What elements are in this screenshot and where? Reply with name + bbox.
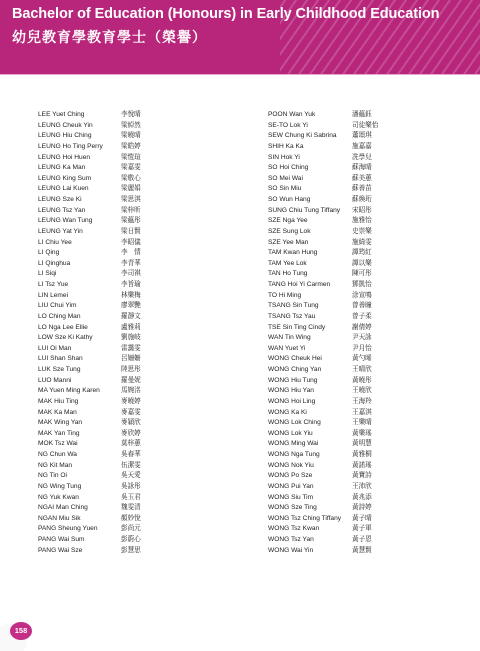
graduate-name-english: LUI Oi Man bbox=[38, 344, 72, 352]
graduate-name-chinese: 蕭頌琪 bbox=[352, 132, 372, 140]
graduate-name-chinese: 王樂晴 bbox=[352, 419, 372, 427]
graduate-name-chinese: 黃詩婷 bbox=[352, 504, 372, 512]
graduate-name-chinese: 王晴欣 bbox=[352, 366, 372, 373]
graduate-name-english: WONG Lok Yiu bbox=[268, 429, 313, 437]
graduate-name-chinese: 梁愷瑄 bbox=[121, 153, 141, 161]
graduate-name-english: WONG Hoi Ling bbox=[268, 397, 316, 405]
graduate-name-english: LEUNG Cheuk Yin bbox=[38, 121, 93, 129]
graduate-name-chinese: 黃慧賢 bbox=[352, 546, 372, 554]
graduate-name-english: SZE Sung Lok bbox=[268, 227, 311, 235]
graduate-name-english: WONG Ka Ki bbox=[268, 408, 307, 416]
graduate-name-chinese: 王嘉淇 bbox=[352, 408, 372, 416]
graduate-name-chinese: 宋昭彤 bbox=[352, 206, 372, 214]
graduate-name-chinese: 魏雯清 bbox=[121, 504, 141, 512]
graduate-name-english: LOW Sze Ki Kathy bbox=[38, 334, 93, 342]
graduate-name-chinese: 蘇美蕙 bbox=[352, 174, 372, 182]
graduate-name-english: TSANG Tsz Yau bbox=[268, 312, 316, 320]
graduate-name-chinese: 李昭儀 bbox=[121, 238, 141, 246]
graduate-name-english: WONG Pui Yan bbox=[268, 482, 314, 490]
graduate-name-chinese: 莫梓蕙 bbox=[121, 440, 141, 448]
graduate-name-english: WONG Tsz Kwan bbox=[268, 525, 320, 533]
graduate-name-chinese: 梁曉晴 bbox=[121, 132, 141, 140]
graduate-name-english: SO Sin Miu bbox=[268, 185, 302, 193]
graduate-name-chinese: 梁敬心 bbox=[121, 174, 141, 182]
graduate-name-english: SHIH Ka Ka bbox=[268, 142, 304, 150]
graduate-name-english: MAK Ka Man bbox=[38, 408, 77, 416]
graduate-name-chinese: 黃明慧 bbox=[352, 440, 372, 448]
graduate-name-english: LUI Shan Shan bbox=[38, 355, 83, 363]
graduate-name-english: LEUNG Yat Yin bbox=[38, 227, 83, 235]
graduate-name-chinese: 黃兆添 bbox=[352, 493, 372, 501]
graduate-name-english: MAK Wing Yan bbox=[38, 419, 83, 427]
graduate-name-chinese: 黃曉彤 bbox=[352, 376, 372, 384]
graduate-name-english: NG Tin Oi bbox=[38, 472, 67, 480]
graduate-name-chinese: 陳可彤 bbox=[352, 270, 372, 278]
graduate-name-chinese: 李旨瑜 bbox=[121, 281, 141, 288]
graduate-name-english: MA Yuen Ming Karen bbox=[38, 387, 100, 395]
graduate-name-chinese: 梁蘊彤 bbox=[121, 217, 141, 225]
graduate-name-english: WONG Tsz Ching Tiffany bbox=[268, 514, 342, 522]
graduate-name-chinese: 吳詠彤 bbox=[121, 482, 141, 490]
graduate-name-english: LO Nga Lee Ellie bbox=[38, 323, 88, 331]
graduate-name-english: SIN Hok Yi bbox=[268, 153, 300, 161]
graduate-name-english: TAM Kwan Hung bbox=[268, 249, 318, 257]
graduate-name-chinese: 顏妙悅 bbox=[121, 514, 141, 522]
graduate-name-english: TANG Hoi Yi Carmen bbox=[268, 281, 331, 288]
graduate-name-english: WONG Siu Tim bbox=[268, 493, 314, 501]
graduate-name-chinese: 李悅晴 bbox=[121, 111, 141, 118]
graduate-name-chinese: 曾子柔 bbox=[352, 312, 372, 320]
graduate-name-english: TSANG Sin Tung bbox=[268, 302, 319, 310]
graduate-name-chinese: 梁麗娟 bbox=[121, 185, 141, 193]
graduate-name-chinese: 黃雅桐 bbox=[352, 451, 372, 458]
graduate-name-chinese: 黃寶詩 bbox=[352, 472, 372, 480]
graduate-name-chinese: 鄧凱怡 bbox=[352, 281, 372, 288]
graduate-name-chinese: 梁日賢 bbox=[121, 227, 141, 235]
graduate-name-english: LIU Chui Yim bbox=[38, 302, 77, 310]
graduate-name-english: LEUNG Hoi Huen bbox=[38, 153, 91, 161]
graduate-name-chinese: 李青華 bbox=[121, 259, 141, 267]
graduate-name-english: WONG Hiu Yan bbox=[268, 387, 314, 395]
graduate-name-chinese: 李 情 bbox=[121, 249, 141, 257]
graduate-name-chinese: 劉施岐 bbox=[121, 334, 141, 342]
graduate-name-english: WONG Nga Tung bbox=[268, 451, 320, 458]
graduate-name-chinese: 施雅怡 bbox=[352, 217, 372, 225]
graduate-name-chinese: 黃子軍 bbox=[352, 525, 372, 533]
graduate-name-english: LEUNG Ka Man bbox=[38, 164, 86, 172]
graduate-name-chinese: 王曉欣 bbox=[352, 387, 372, 395]
graduate-name-chinese: 潘蘊鈺 bbox=[352, 111, 372, 118]
graduate-name-chinese: 施綺雯 bbox=[352, 238, 372, 246]
graduate-name-chinese: 馬婉洺 bbox=[121, 387, 141, 395]
graduate-name-english: WONG Cheuk Hei bbox=[268, 355, 322, 363]
graduate-name-chinese: 蘇善苗 bbox=[352, 185, 372, 193]
graduate-name-english: LI Qing bbox=[38, 249, 60, 257]
graduate-name-english: NG Chun Wa bbox=[38, 451, 77, 458]
graduate-name-english: NGAI Man Ching bbox=[38, 504, 88, 512]
graduate-name-chinese: 曾善瞳 bbox=[352, 302, 372, 310]
graduate-name-chinese: 廖翠艷 bbox=[121, 302, 141, 310]
graduate-name-english: PANG Wai Sum bbox=[38, 536, 85, 543]
graduate-name-english: NG Kit Man bbox=[38, 461, 73, 469]
graduate-name-english: LEUNG Ho Ting Perry bbox=[38, 142, 103, 150]
graduate-name-chinese: 梁梓昕 bbox=[121, 206, 141, 214]
graduate-name-english: NG Yuk Kwan bbox=[38, 493, 79, 501]
graduate-name-chinese: 梁思淇 bbox=[121, 196, 141, 203]
graduate-name-chinese: 黃子恩 bbox=[352, 536, 372, 543]
graduate-name-english: WONG Hiu Tung bbox=[268, 376, 318, 384]
graduate-name-chinese: 麥嘉雯 bbox=[121, 408, 141, 416]
graduate-name-english: LIN Lemei bbox=[38, 291, 69, 299]
graduate-name-chinese: 冼學兒 bbox=[352, 153, 372, 161]
graduate-name-english: SZE Nga Yee bbox=[268, 217, 308, 225]
graduate-name-chinese: 蘇煥珩 bbox=[352, 196, 372, 203]
graduate-name-english: PANG Wai Sze bbox=[38, 546, 83, 554]
graduate-name-chinese: 王海羚 bbox=[352, 397, 372, 405]
programme-title-english: Bachelor of Education (Honours) in Early Childhood Education bbox=[12, 6, 440, 22]
graduate-name-english: POON Wan Yuk bbox=[268, 111, 316, 118]
graduate-name-chinese: 史崇樂 bbox=[352, 227, 372, 235]
graduate-name-chinese: 譚筠紅 bbox=[352, 249, 372, 257]
page-header bbox=[0, 0, 480, 74]
graduate-name-english: LEUNG Hiu Ching bbox=[38, 132, 92, 140]
graduate-name-chinese: 涂宣鳴 bbox=[352, 291, 372, 299]
graduate-name-english: TO Hi Ming bbox=[268, 291, 302, 299]
graduate-name-english: LUO Manni bbox=[38, 376, 72, 384]
graduate-name-english: WONG Ming Wai bbox=[268, 440, 319, 448]
graduate-name-english: WONG Nok Yiu bbox=[268, 461, 314, 469]
graduate-name-english: SO Wun Hang bbox=[268, 196, 311, 203]
graduate-name-chinese: 尹月怡 bbox=[352, 344, 372, 352]
programme-title-chinese: 幼兒教育學教育學士（榮譽） bbox=[12, 29, 207, 45]
graduate-name-english: WONG Ching Yan bbox=[268, 366, 322, 373]
graduate-name-english: WONG Po Sze bbox=[268, 472, 313, 480]
graduate-name-english: LEUNG Sze Ki bbox=[38, 196, 82, 203]
graduate-name-chinese: 黃樂瑤 bbox=[352, 429, 372, 437]
graduate-name-english: SO Hoi Ching bbox=[268, 164, 309, 172]
graduate-name-english: PANG Sheung Yuen bbox=[38, 525, 98, 533]
graduate-name-chinese: 麥曉婷 bbox=[121, 397, 141, 405]
graduate-name-english: LEUNG Lai Kuen bbox=[38, 185, 89, 193]
graduate-name-chinese: 司徒樂怡 bbox=[352, 121, 379, 129]
graduate-name-chinese: 謝倩婷 bbox=[352, 323, 372, 331]
graduate-name-chinese: 譚以樂 bbox=[352, 259, 372, 267]
graduate-name-english: TSE Sin Ting Cindy bbox=[268, 323, 326, 331]
graduate-name-chinese: 彭慧思 bbox=[121, 546, 141, 554]
graduate-name-english: MOK Tsz Wai bbox=[38, 440, 78, 448]
graduate-name-english: LUK Sze Tung bbox=[38, 366, 81, 373]
graduate-name-chinese: 李司祺 bbox=[121, 270, 141, 278]
graduate-name-english: LI Tsz Yue bbox=[38, 281, 69, 288]
graduate-name-chinese: 林樂梅 bbox=[121, 291, 141, 299]
graduate-name-chinese: 麥穎欣 bbox=[121, 419, 141, 427]
graduate-name-english: SE-TO Lok Yi bbox=[268, 121, 308, 129]
graduate-name-chinese: 吳春華 bbox=[121, 451, 141, 458]
graduate-name-chinese: 黃子晴 bbox=[352, 514, 372, 522]
graduate-name-chinese: 施嘉嘉 bbox=[352, 142, 372, 150]
graduate-name-chinese: 羅曼妮 bbox=[121, 376, 141, 384]
graduate-name-english: LEUNG Tsz Yan bbox=[38, 206, 86, 214]
graduate-name-chinese: 黃勺晞 bbox=[352, 355, 372, 363]
graduate-name-chinese: 吳天愛 bbox=[121, 472, 141, 480]
graduate-name-english: MAK Hiu Ting bbox=[38, 397, 79, 405]
graduate-name-english: TAM Yee Lok bbox=[268, 259, 307, 267]
graduate-name-english: WONG Wai Yin bbox=[268, 546, 314, 554]
graduate-name-english: NGAN Miu Sik bbox=[38, 514, 81, 522]
graduate-name-chinese: 呂姍姍 bbox=[121, 355, 141, 363]
graduate-name-english: WONG Lok Ching bbox=[268, 419, 321, 427]
graduate-name-chinese: 羅靜文 bbox=[121, 312, 141, 320]
graduate-name-english: SUNG Chiu Tung Tiffany bbox=[268, 206, 341, 214]
graduate-name-english: LI Siqi bbox=[38, 270, 57, 278]
graduate-name-english: LEUNG King Sum bbox=[38, 174, 92, 182]
graduate-name-chinese: 陸思彤 bbox=[121, 366, 141, 373]
graduate-name-english: LO Ching Man bbox=[38, 312, 81, 320]
graduate-name-chinese: 雷靄雯 bbox=[121, 344, 141, 352]
graduate-name-english: TAN Ho Tung bbox=[268, 270, 308, 278]
graduate-name-english: SEW Chung Ki Sabrina bbox=[268, 132, 337, 140]
graduate-name-chinese: 梁嘉雯 bbox=[121, 164, 141, 172]
graduate-name-chinese: 麥欣婷 bbox=[121, 429, 141, 437]
graduate-name-chinese: 盧雅莉 bbox=[121, 323, 141, 331]
graduate-name-chinese: 伍潔雯 bbox=[121, 461, 141, 469]
graduate-name-chinese: 彭尚元 bbox=[121, 525, 141, 533]
graduate-name-english: WONG Tsz Yan bbox=[268, 536, 314, 543]
graduate-name-english: WONG Sze Ting bbox=[268, 504, 317, 512]
page-number: 158 bbox=[10, 622, 32, 640]
graduate-name-chinese: 吳玉君 bbox=[121, 493, 141, 501]
graduate-name-english: NG Wing Tung bbox=[38, 482, 82, 490]
graduate-name-chinese: 黃諾瑤 bbox=[352, 461, 372, 469]
graduate-name-english: LEE Yuet Ching bbox=[38, 111, 85, 118]
graduate-name-english: SZE Yee Man bbox=[268, 238, 309, 246]
header-divider bbox=[0, 74, 480, 75]
graduate-name-english: WAN Tin Wing bbox=[268, 334, 311, 342]
graduate-name-chinese: 梁皓婷 bbox=[121, 142, 141, 150]
graduate-name-chinese: 尹天詠 bbox=[352, 334, 372, 342]
graduate-name-english: WAN Yuet Yi bbox=[268, 344, 306, 352]
graduate-name-chinese: 梁綽然 bbox=[121, 121, 141, 129]
graduate-name-english: LI Chiu Yee bbox=[38, 238, 72, 246]
graduate-name-chinese: 彭蔚心 bbox=[121, 536, 141, 543]
graduate-name-english: SO Mei Wai bbox=[268, 174, 303, 182]
graduate-name-chinese: 王沛欣 bbox=[352, 482, 372, 490]
graduate-name-english: LI Qinghua bbox=[38, 259, 71, 267]
graduate-name-chinese: 蘇海晴 bbox=[352, 164, 372, 172]
graduate-name-english: MAK Yan Ting bbox=[38, 429, 80, 437]
graduate-name-english: LEUNG Wan Tung bbox=[38, 217, 93, 225]
